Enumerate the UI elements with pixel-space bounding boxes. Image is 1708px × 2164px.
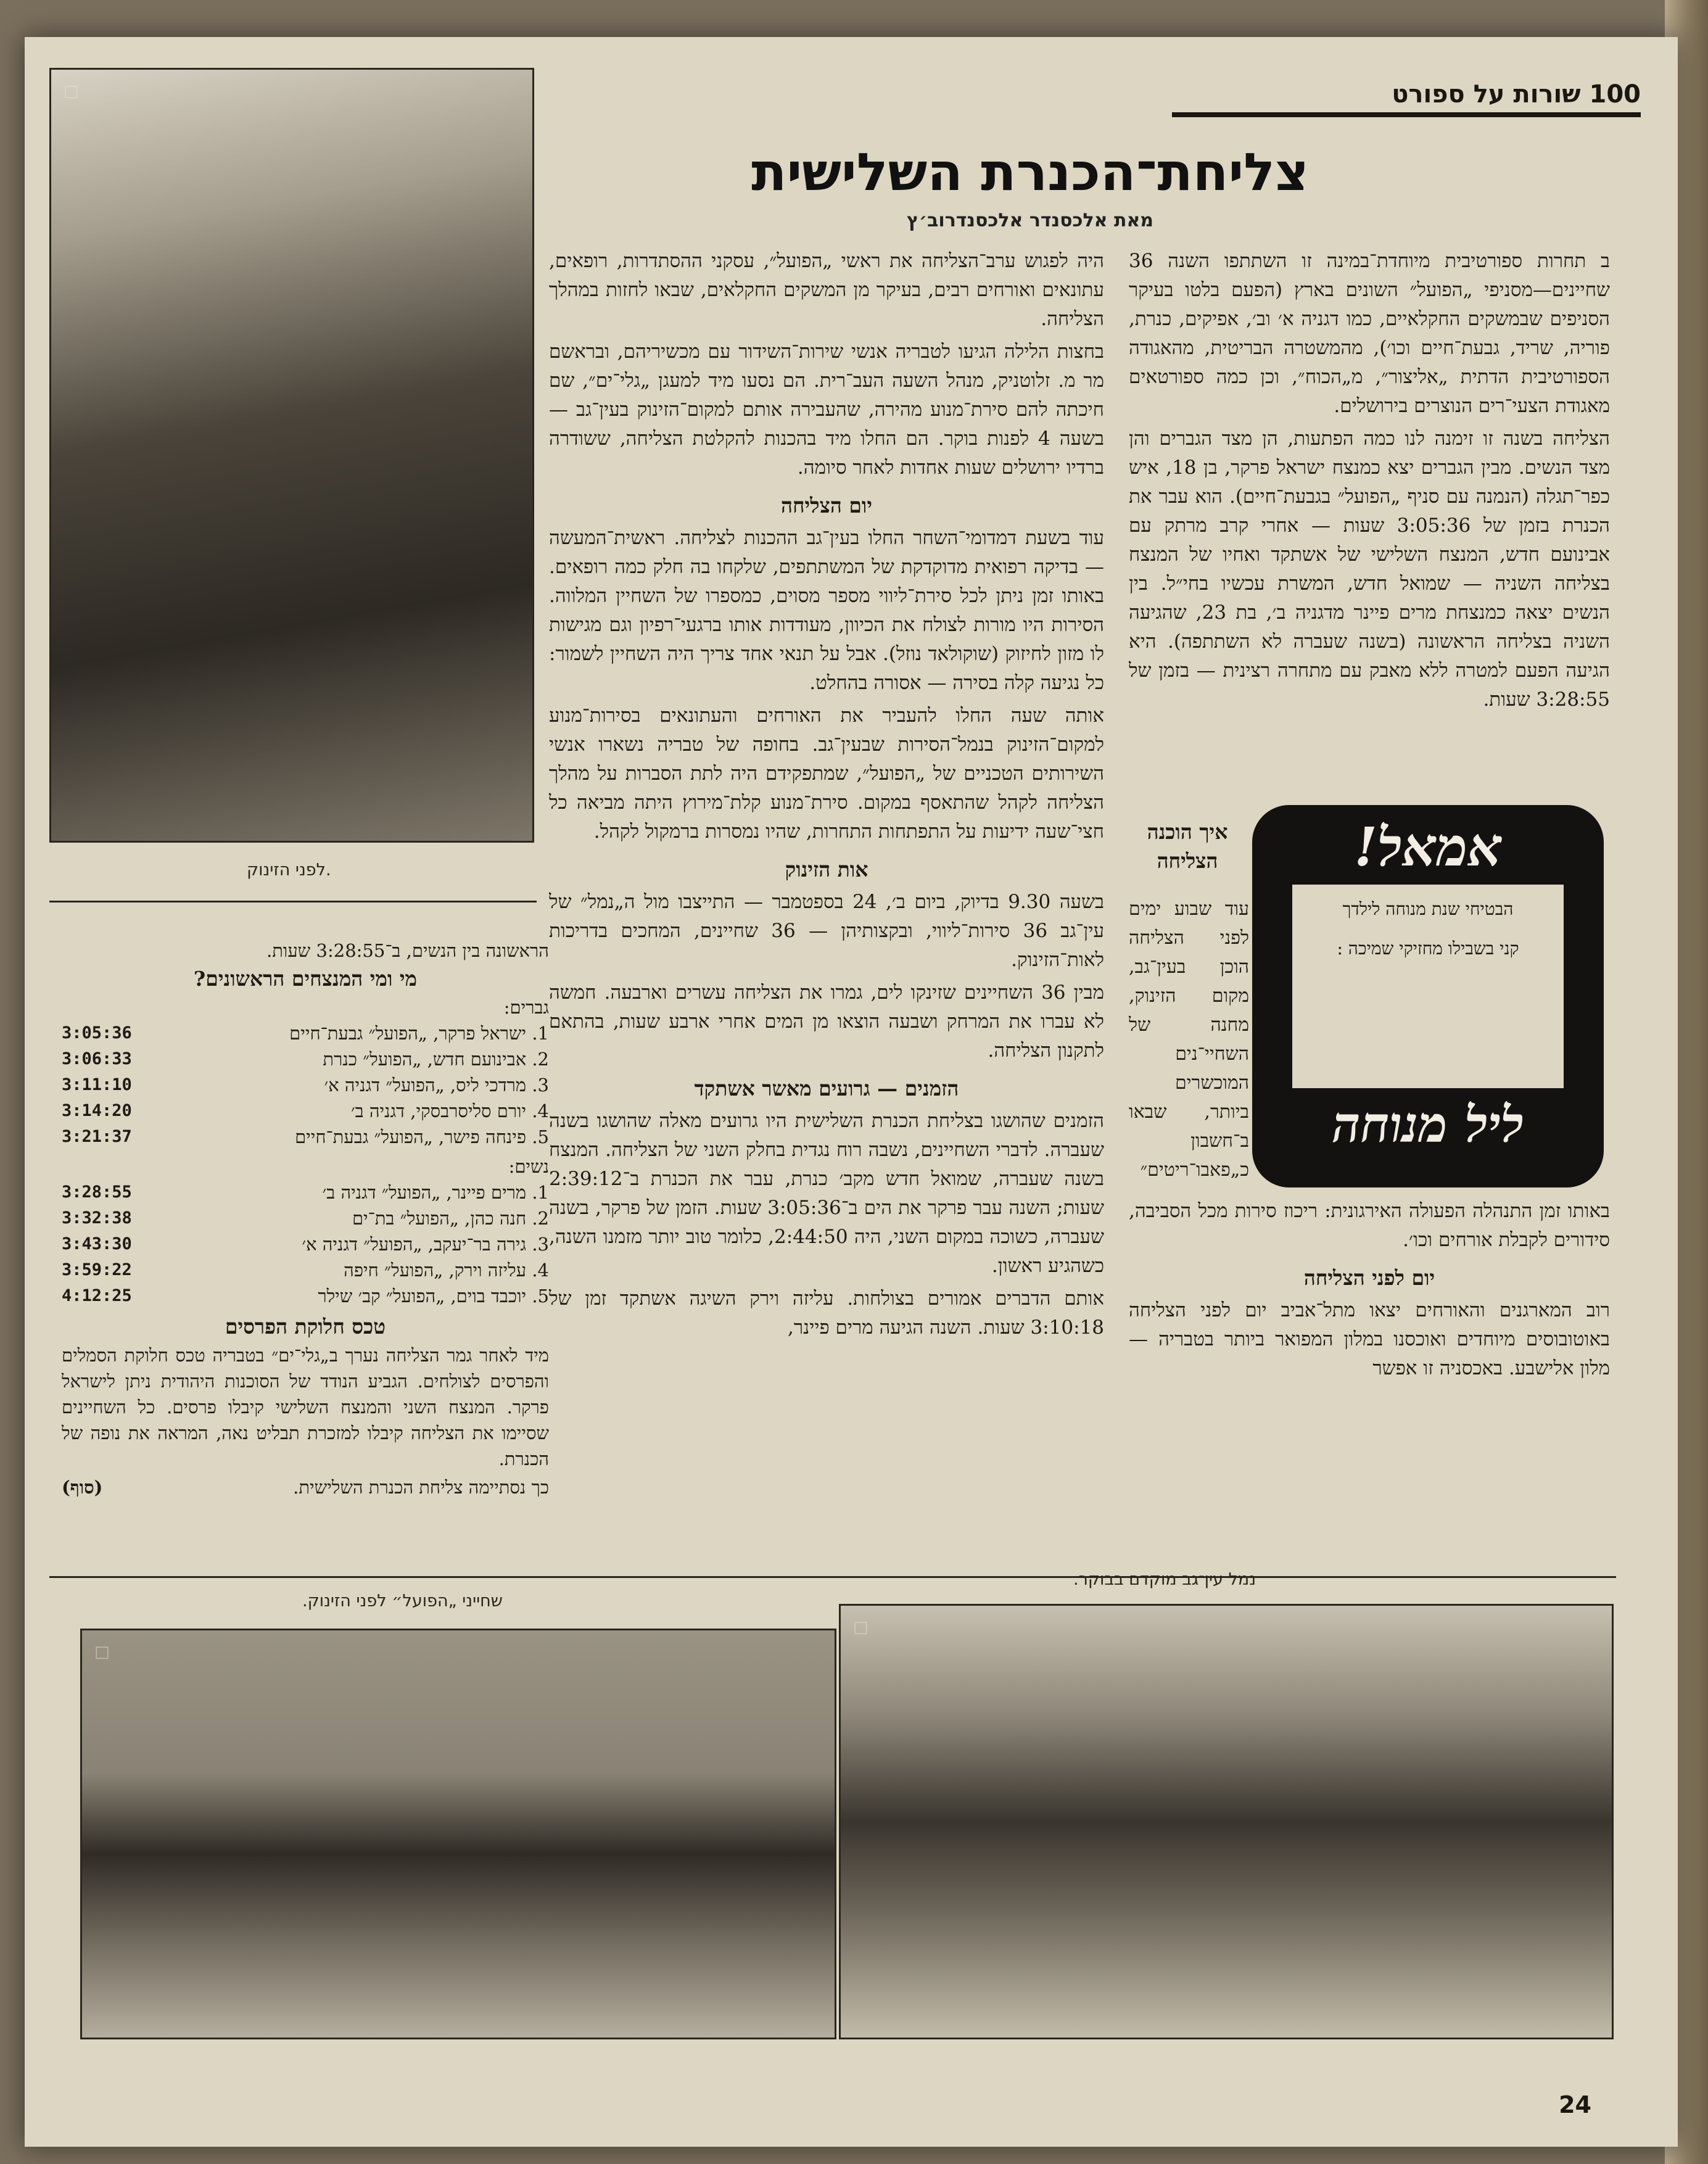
result-name: 5. פינחה פישר, „הפועל״ גבעת־חיים bbox=[295, 1126, 549, 1147]
result-time: 3:06:33 bbox=[62, 1049, 132, 1068]
ad-text-line: קני בשבילו מחזיקי שמיכה : bbox=[1337, 938, 1519, 959]
result-name: 4. עליזה וירק, „הפועל״ חיפה bbox=[344, 1260, 549, 1281]
result-row bbox=[62, 1072, 549, 1098]
result-time: 3:21:37 bbox=[62, 1127, 132, 1146]
photo-content-icon: □ bbox=[853, 1618, 868, 1637]
ad-headline: !אמאל bbox=[1354, 816, 1502, 878]
result-row bbox=[62, 1098, 549, 1124]
prizes-heading: טכס חלוקת הפרסים bbox=[225, 1315, 386, 1339]
article-paragraph: באותו זמן התנהלה הפעולה האירגונית: ריכוז סירות מכל הסביבה, סידורים לקבלת אורחים וכו׳. bbox=[1129, 1200, 1610, 1251]
photo-content-icon: □ bbox=[94, 1643, 110, 1661]
article-paragraph: בחצות הלילה הגיעו לטבריה אנשי שירות־השידור עם מכשיריהם, ובראשם מר מ. זלוטניק, מנהל השעה העב־רית. הם נסעו מיד למעגן „גלי־ים״, שם חיכתה להם סירת־מנוע מהירה, שהעבירה אותם למקום־הזינוק בעין־גב — בשעה 4 לפנות בוקר. הם החלו מיד בהכנות להקלטת הצליחה, ששודרה ברדיו ירושלים שעות אחדות לאחר סיומה. bbox=[549, 341, 1104, 479]
section-header bbox=[1172, 80, 1641, 117]
article-paragraph: ב תחרות ספורטיבית מיוחדת־במינה זו השתתפו השנה 36 שחיינים—מסניפי „הפועל״ השונים בארץ (הפעם בלטו בעיקר הסניפים שבמשקים החקלאיים, כמו דגניה א׳ וב׳, אפיקים, כנרת, פוריה, שריד, גבעת־חיים וכו׳), מהמשטרה הבריטית, מהאגודה הספורטיבית הדתית „אליצור״, מ„הכוח״, וכן כמה ספורטאים מאגודת הצעי־רים הנוצרים בירושלים. bbox=[1129, 250, 1610, 417]
article-paragraph: היה לפגוש ערב־הצליחה את ראשי „הפועל״, עסקני ההסתדרות, רופאים, עתונאים ואורחים רבים, בעיקר מן המשקים החקלאים, שבאו לחזות במהלך הצליחה. bbox=[549, 250, 1104, 330]
article-paragraph: הראשונה בין הנשים, ב־3:28:55 שעות. bbox=[266, 940, 549, 961]
result-name: 5. יוכבד בוים, „הפועל״ קב׳ שילר bbox=[318, 1286, 549, 1307]
article-paragraph: אותם הדברים אמורים בצולחות. עליזה וירק השיגה אשתקד זמן של 3:10:18 שעות. השנה הגיעה מרים פיינר, bbox=[549, 1287, 1104, 1339]
result-row bbox=[62, 1020, 549, 1046]
ein-gev-harbor-photo bbox=[839, 1604, 1614, 2039]
advertisement-lil-menucha bbox=[1252, 805, 1604, 1187]
result-row bbox=[62, 1257, 549, 1283]
result-name: 2. חנה כהן, „הפועל״ בת־ים bbox=[352, 1208, 549, 1229]
result-time: 3:05:36 bbox=[62, 1023, 132, 1043]
prep-section bbox=[1129, 817, 1246, 879]
article-paragraph: הצליחה בשנה זו זימנה לנו כמה הפתעות, הן מצד הגברים והן מצד הנשים. מבין הגברים יצא כמנצח ישראל פרקר, בן 18, איש כפר־תגלה (הנמנה עם סניף „הפועל״ בגבעת־חיים). הוא עבר את הכנרת בזמן של 3:05:36 שעות — אחרי קרב מרתק עם אבינועם חדש, המנצח השלישי של אשתקד ואחיו של המנצח בצליחה השניה — שמואל חדש, המשרת עכשיו בחי״ל. בין הנשים יצאה כמנצחת מרים פיינר מדגניה ב׳, בת 23, שהגיעה השניה בצליחה הראשונה (בשנה שעברה לא השתתפה). היא הגיעה הפעם למטרה ללא מאבק עם מתחרה רצינית — בזמן של 3:28:55 שעות. bbox=[1129, 427, 1611, 711]
result-name: 3. מרדכי ליס, „הפועל״ דגניה א׳ bbox=[324, 1075, 549, 1096]
divider-bottom bbox=[49, 1576, 1616, 1578]
article-paragraph: מיד לאחר גמר הצליחה נערך ב„גלי־ים״ בטבריה טכס חלוקת הסמלים והפרסים לצולחים. הגביע הנודד של הסוכנות היהודית ניתן לישראל פרקר. המנצח השני והמנצח השלישי קיבלו פרסים. כל השחיינים שסיימו את הצליחה קיבלו למזכרת תבליט נאה, המראה את נופה של הכנרת. bbox=[62, 1345, 549, 1469]
result-time: 3:43:30 bbox=[62, 1234, 132, 1253]
result-row bbox=[62, 1231, 549, 1257]
ad-inner-panel bbox=[1292, 885, 1564, 1088]
result-name: 3. גירה בר־יעקב, „הפועל״ דגניה א׳ bbox=[302, 1234, 549, 1255]
article-column-right bbox=[1129, 247, 1610, 714]
top-photo-caption: לפני הזינוק. bbox=[247, 861, 331, 880]
closing-text: כך נסתיימה צליחת הכנרת השלישית. bbox=[293, 1477, 549, 1498]
prep-heading: איך הוכנה הצליחה bbox=[1147, 820, 1228, 873]
result-row bbox=[62, 1046, 549, 1072]
result-time: 3:11:10 bbox=[62, 1075, 132, 1094]
article-title: צליחת־הכנרת השלישית bbox=[751, 142, 1309, 202]
result-row bbox=[62, 1283, 549, 1309]
men-label: גברים: bbox=[503, 997, 549, 1018]
article-column-left bbox=[62, 938, 549, 1500]
result-row bbox=[62, 1124, 549, 1150]
end-mark: (סוף) bbox=[62, 1477, 103, 1498]
article-paragraph: הזמנים שהושגו בצליחת הכנרת השלישית היו גרועים מאלה שהושגו בשנה שעברה. לדברי השחיינים, נשבה רוח נגדית בחלק השני של הצליחה. המנצח בשנה שעברה, שמואל חדש מקב׳ כנרת, עבר את הכנרת ב־2:39:12 שעות; השנה עבר פרקר את הים ב־3:05:36 שעות. הזמן של פרקר, בשנה שעברה, כשוכה במקום השני, היה 2:44:50, כלומר טוב יותר מזמנו השנה, כשהגיע ראשון. bbox=[549, 1110, 1104, 1277]
ad-text-line: הבטיחי שנת מנוחה לילדך bbox=[1342, 899, 1514, 919]
result-name: 1. ישראל פרקר, „הפועל״ גבעת־חיים bbox=[289, 1023, 549, 1044]
swimmers-group-photo bbox=[49, 68, 534, 843]
article-paragraph: מבין 36 השחיינים שזינקו לים, גמרו את הצליחה עשרים וארבעה. חמשה לא עברו את המרחק ושבעה הוצאו מן המים אחרי ארבע שעות, בהתאם לתקנון הצליחה. bbox=[549, 981, 1104, 1062]
article-paragraph: רוב המארגנים והאורחים יצאו מתל־אביב יום לפני הצליחה באוטובוסים מיוחדים ואוכסנו במלון המפואר ביותר בטבריה — מלון אלישבע. באכסניה זו אפשר bbox=[1129, 1299, 1610, 1379]
closing-line bbox=[62, 1474, 549, 1500]
result-name: 2. אבינועם חדש, „הפועל״ כנרת bbox=[323, 1049, 549, 1070]
magazine-page bbox=[25, 37, 1678, 2147]
start-heading: אות הזינוק bbox=[785, 857, 868, 882]
ad-brand-footer: ליל מנוחה bbox=[1332, 1096, 1524, 1154]
article-byline: מאת אלכסנדר אלכסנדרוב׳ץ bbox=[906, 210, 1153, 231]
winners-heading: מי ומי המנצחים הראשונים? bbox=[193, 967, 418, 991]
result-name: 4. יורם סליסרבסקי, דגניה ב׳ bbox=[350, 1101, 549, 1121]
result-time: 4:12:25 bbox=[62, 1286, 132, 1305]
times-heading: הזמנים — גרועים מאשר אשתקד bbox=[694, 1076, 959, 1101]
day-heading: יום הצליחה bbox=[780, 494, 873, 518]
prep-paragraph: עוד שבוע ימים לפני הצליחה הוכן בעין־גב, מקום הזינוק, מחנה של השחיי־נים המוכשרים ביותר, שבאו ב־חשבון כ„פאבו־ריטים״ bbox=[1129, 898, 1249, 1181]
women-results-list bbox=[62, 1179, 549, 1309]
bottom-left-caption: שחייני „הפועל״ לפני הזינוק. bbox=[302, 1592, 503, 1611]
prep-text-block bbox=[1129, 894, 1249, 1187]
result-row bbox=[62, 1205, 549, 1231]
result-time: 3:59:22 bbox=[62, 1260, 132, 1279]
article-column-middle bbox=[549, 247, 1104, 1342]
result-time: 3:32:38 bbox=[62, 1208, 132, 1228]
result-name: 1. מרים פיינר, „הפועל״ דגניה ב׳ bbox=[322, 1182, 549, 1203]
photo-content-icon: □ bbox=[64, 82, 79, 101]
women-label: נשים: bbox=[508, 1156, 549, 1177]
result-time: 3:14:20 bbox=[62, 1101, 132, 1120]
swimmers-before-start-photo bbox=[80, 1629, 836, 2039]
section-label: 100 שורות על ספורט bbox=[1392, 80, 1641, 109]
result-time: 3:28:55 bbox=[62, 1183, 132, 1202]
page-number: 24 bbox=[1559, 2091, 1591, 2118]
bottom-right-caption: נמל עין־גב מוקדם בבוקר. bbox=[1073, 1570, 1256, 1589]
eve-heading: יום לפני הצליחה bbox=[1303, 1266, 1435, 1290]
article-column-right-lower bbox=[1129, 1197, 1610, 1383]
article-paragraph: עוד בשעת דמדומי־השחר החלו בעין־גב ההכנות לצליחה. ראשית־המעשה — בדיקה רפואית מדוקדקת של המשתתפים, שלקחו בה חלק כמה רופאים. באותו זמן ניתן לכל סירת־ליווי מספר מסוים, כמספרו של השחיין המלווה. הסירות היו מורות לצולח את הכיוון, מעודדות אותו ברגעי־רפיון וגם מגישות לו מזון לחיזוק (שוקולאד נוזל). אבל על תנאי אחד צריך היה השחיין לשמור: כל נגיעה קלה בסירה — אסורה בהחלט. bbox=[549, 527, 1104, 694]
result-row bbox=[62, 1179, 549, 1205]
article-paragraph: אותה שעה החלו להעביר את האורחים והעתונאים בסירות־מנוע למקום־הזינוק בנמל־הסירות שבעין־גב. בחופה של טבריה נשארו אנשי השירותים הטכניים של „הפועל״, שמתפקידם היה לתת הסברות על מהלך הצליחה לקהל שהתאסף במקום. סירת־מנוע קלת־מירוץ היתה מביאה כל חצי־שעה ידיעות על התפתחות התחרות, שהיו נמסרות ברמקול לקהל. bbox=[549, 704, 1104, 843]
men-results-list bbox=[62, 1020, 549, 1150]
divider-left bbox=[49, 901, 537, 902]
article-paragraph: בשעה 9.30 בדיוק, ביום ב׳, 24 בספטמבר — התייצבו מול ה„נמל״ של עין־גב 36 סירות־ליווי, ובקצותיהן — 36 שחיינים, המחכים בדריכות לאות־הזינוק. bbox=[549, 891, 1104, 971]
